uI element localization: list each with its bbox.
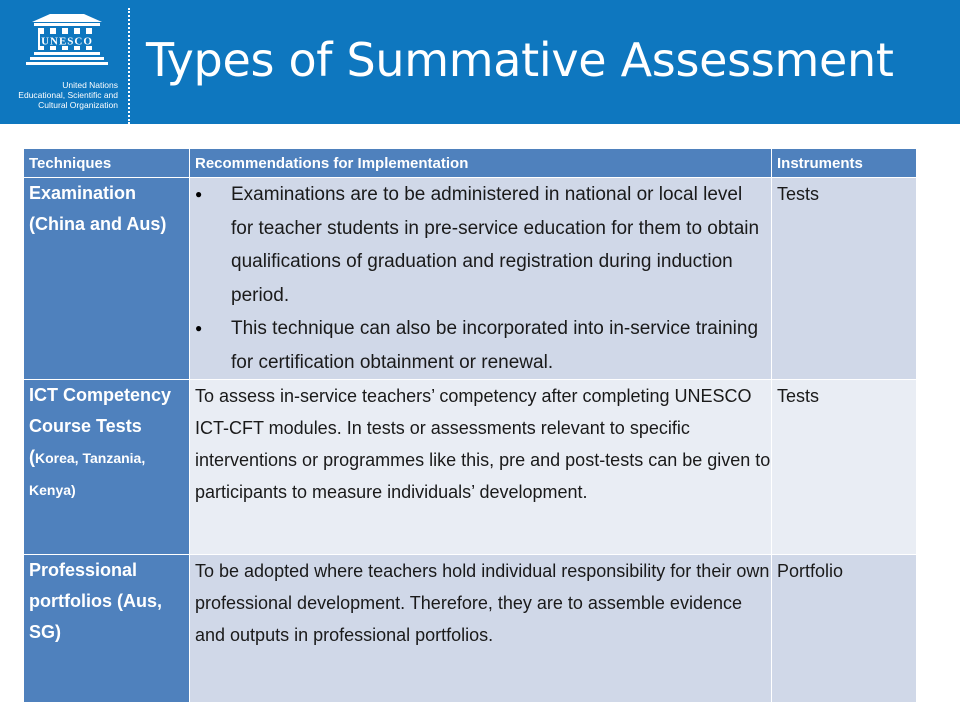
recommendation-list — [195, 178, 771, 379]
unesco-temple-icon — [0, 0, 128, 80]
instrument-cell: Tests — [772, 178, 917, 380]
recommendation-cell — [190, 178, 772, 380]
title-banner — [0, 0, 960, 124]
unesco-logo — [0, 0, 128, 124]
table-row — [24, 178, 917, 380]
column-header-techniques: Techniques — [24, 149, 190, 178]
assessment-table — [23, 148, 917, 703]
technique-label: ICT Competency Course Tests (Korea, Tanzania, Kenya) — [29, 385, 172, 498]
page-title: Types of Summative Assessment — [146, 33, 894, 87]
banner-divider — [128, 8, 130, 124]
list-item: ● Examinations are to be administered in national or local level for teacher students in pre-service education for them to obtain qualifications of graduation and registration during induction period. — [195, 178, 767, 312]
technique-label: Professional portfolios (Aus, SG) — [29, 560, 162, 642]
column-header-instruments: Instruments — [772, 149, 917, 178]
recommendation-cell: To be adopted where teachers hold individual responsibility for their own professional development. Therefore, they are to assemble evidence and outputs in professional portfolios. — [190, 555, 772, 703]
list-item: ● This technique can also be incorporated into in-service training for certification obtainment or renewal. — [195, 312, 767, 379]
technique-label: Examination (China and Aus) — [29, 183, 167, 234]
svg-text:UNESCO: UNESCO — [41, 35, 93, 48]
table-row — [24, 555, 917, 703]
recommendation-cell: To assess in-service teachers’ competency after completing UNESCO ICT-CFT modules. In tests or assessments relevant to specific interventions or programmes like this, pre and post-tests can be given to participants to measure individuals’ development. — [190, 380, 772, 555]
instrument-cell: Portfolio — [772, 555, 917, 703]
table-row — [24, 380, 917, 555]
org-name: United Nations Educational, Scientific and Cultural Organization — [18, 80, 118, 110]
technique-cell — [24, 555, 190, 703]
technique-cell — [24, 380, 190, 555]
table-header-row — [24, 149, 917, 178]
bullet-icon: ● — [195, 321, 203, 335]
bullet-icon: ● — [195, 187, 203, 201]
technique-cell — [24, 178, 190, 380]
column-header-recommendations: Recommendations for Implementation — [190, 149, 772, 178]
instrument-cell: Tests — [772, 380, 917, 555]
